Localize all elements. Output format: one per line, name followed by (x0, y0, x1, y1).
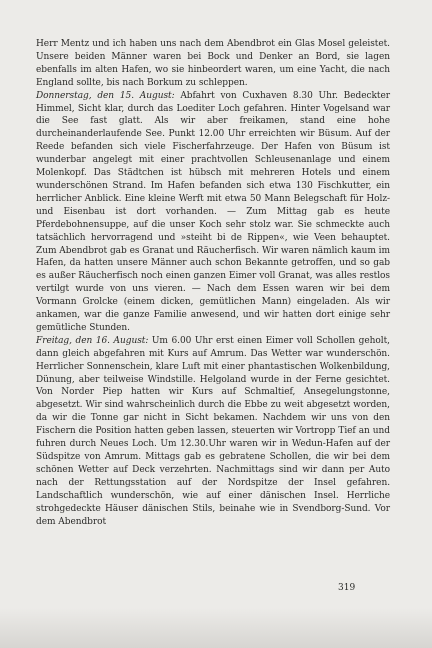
body-text (36, 38, 390, 528)
date-heading: Donnerstag, den 15. August: (36, 90, 175, 101)
paragraph-text: Um 6.00 Uhr erst einen Eimer voll Schollen geholt, dann gleich abgefahren mit Kurs auf Amrum. Das Wetter war wunderschön. Herrlicher Sonnenschein, klare Luft mit einer phantastischen Wolkenbildung, Dünung, aber teilweise Windstille. Helgoland wurde in der Ferne gesichtet. Von Norder Piep hatten wir Kurs auf Schmaltief, Ansegelungstonne, abgesetzt. Wir sind wahrscheinlich durch die Ebbe zu weit abgesetzt worden, da wir die Tonne gar nicht in Sicht bekamen. Nachdem wir uns von den Fischern die Position hatten geben lassen, steuerten wir Vortropp Tief an und fuhren durch Neues Loch. Um 12.30.Uhr waren wir in Wedun-Hafen auf der Südspitze von Amrum. Mittags gab es gebratene Schollen, die wir bei dem schönen Wetter auf Deck verzehrten. Nachmittags sind wir dann per Auto nach der Rettungsstation auf der Nordspitze der Insel gefahren. Landschaftlich wunderschön, wie auf einer dänischen Insel. Herrliche strohgedeckte Häuser dänischen Stils, beinahe wie in Svendborg-Sund. Vor dem Abendbrot (36, 335, 390, 527)
paragraph-intro (36, 38, 390, 90)
date-heading: Freitag, den 16. August: (36, 335, 149, 346)
paragraph-thursday (36, 90, 390, 335)
page-number: 319 (338, 583, 356, 593)
paragraph-text: Herr Mentz und ich haben uns nach dem Abendbrot ein Glas Mosel geleistet. Unsere beiden Männer waren bei Bock und Denker an Bord, sie lagen ebenfalls im alten Hafen, wo sie hinbeordert waren, um eine Yacht, die nach England sollte, bis nach Borkum zu schleppen. (36, 39, 390, 88)
paragraph-friday (36, 335, 390, 529)
paragraph-text: Abfahrt von Cuxhaven 8.30 Uhr. Bedeckter Himmel, Sicht klar, durch das Loediter Loch gefahren. Hinter Vogelsand war die See fast glatt. Als wir aber freikamen, stand eine hohe durcheinanderlaufende See. Punkt 12.00 Uhr erreichten wir Büsum. Auf der Reede befanden sich viele Fischerfahrzeuge. Der Hafen von Büsum ist wunderbar angelegt mit einer prachtvollen Schleusenanlage und einem Molenkopf. Das Städtchen ist hübsch mit mehreren Hotels und einem wunderschönen Strand. Im Hafen befanden sich etwa 130 Fischkutter, ein herrlicher Anblick. Eine kleine Werft mit etwa 50 Mann Belegschaft für Holz- und Eisenbau ist dort vorhanden. — Zum Mittag gab es heute Pferdebohnensuppe, auf die unser Koch sehr stolz war. Sie schmeckte auch tatsächlich hervorragend und »steiht bi de Rippen«, wie Veen behauptet. Zum Abendbrot gab es Granat und Räucherfisch. Wir waren nämlich kaum im Hafen, da hatten unsere Männer auch schon Bekannte getroffen, und so gab es außer Räucherfisch noch einen ganzen Eimer voll Granat, was alles restlos vertilgt wurde von uns vieren. — Nach dem Essen waren wir bei dem Vormann Grolcke (einem dicken, gemütlichen Mann) eingeladen. Als wir ankamen, war die ganze Familie anwesend, und wir hatten dort einige sehr gemütliche Stunden. (36, 90, 390, 333)
page-edge-shadow (0, 608, 432, 648)
